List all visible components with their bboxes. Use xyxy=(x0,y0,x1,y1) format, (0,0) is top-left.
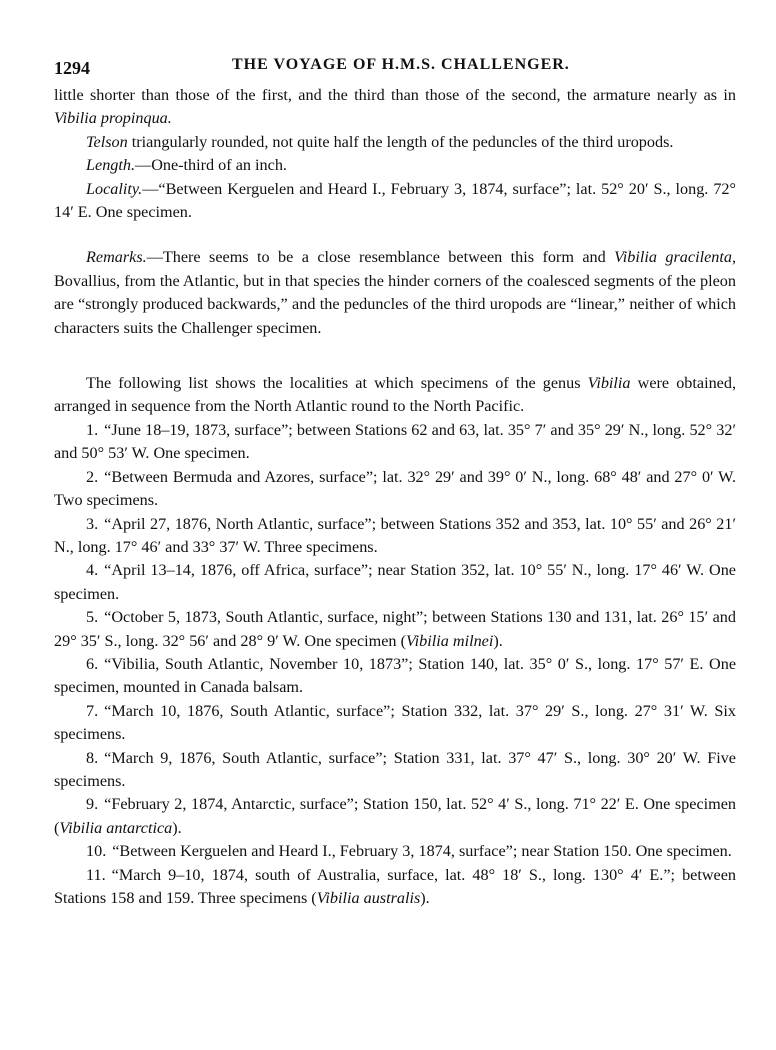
list-item-text: “Between Kerguelen and Heard I., February 3, 1874, surface”; near Station 150. One specimen. xyxy=(112,842,732,861)
list-item xyxy=(54,513,736,560)
list-item-text: “Vibilia, South Atlantic, November 10, 1873”; Station 140, lat. 35° 0′ S., long. 17° 57′ E. One specimen, mounted in Canada balsam. xyxy=(54,654,736,697)
list-item-text: “March 9, 1876, South Atlantic, surface”; Station 331, lat. 37° 47′ S., long. 30° 20′ W. Five specimens. xyxy=(54,748,736,790)
list-intro-text-2: were obtained, arranged in sequence from the North Atlantic round to the North Pacific. xyxy=(54,374,736,416)
list-item-number: 1. xyxy=(86,420,99,439)
telson-label: Telson xyxy=(86,132,128,151)
continuation-species: Vibilia propinqua. xyxy=(54,109,172,128)
list-item-number: 2. xyxy=(86,467,99,486)
description-continuation xyxy=(54,84,736,131)
list-item-species: Vibilia australis xyxy=(316,889,421,907)
page xyxy=(54,50,736,910)
list-item xyxy=(54,747,736,794)
list-item xyxy=(54,653,736,700)
list-item xyxy=(54,559,736,606)
list-item xyxy=(54,466,736,513)
remarks-text-1: —There seems to be a close resemblance between this form and xyxy=(146,248,615,267)
list-item-species: Vibilia milnei xyxy=(405,631,494,650)
list-intro-genus: Vibilia xyxy=(587,374,631,393)
list-item-text: “Between Bermuda and Azores, surface”; lat. 32° 29′ and 39° 0′ N., long. 68° 48′ and 27° 0′ W. Two specimens. xyxy=(54,467,736,510)
locality-paragraph xyxy=(54,178,736,225)
list-item-text: “April 27, 1876, North Atlantic, surface”; between Stations 352 and 353, lat. 10° 55′ and 26° 21′ N., long. 17° 46′ and 33° 37′ W. Three specimens. xyxy=(54,514,736,556)
telson-text: triangularly rounded, not quite half the length of the peduncles of the third uropods. xyxy=(127,132,674,151)
length-paragraph xyxy=(54,154,736,177)
list-item-text: “October 5, 1873, South Atlantic, surface, night”; between Stations 130 and 131, lat. 26° 15′ and 29° 35′ S., long. 32° 56′ and 28° 9′ W. One specimen ( xyxy=(54,608,736,650)
list-item-text: “February 2, 1874, Antarctic, surface”; Station 150, lat. 52° 4′ S., long. 71° 22′ E. One specimen ( xyxy=(54,795,736,837)
list-item-text: “March 9–10, 1874, south of Australia, surface, lat. 48° 18′ S., long. 130° 4′ E.”; between Stations 158 and 159. Three specimens ( xyxy=(54,865,736,907)
remarks-paragraph xyxy=(54,246,736,340)
list-item-number: 9. xyxy=(86,795,99,814)
list-item-number: 10. xyxy=(86,842,107,861)
list-item xyxy=(54,419,736,466)
list-item-number: 5. xyxy=(86,608,99,627)
list-item-species: Vibilia antarctica xyxy=(59,818,173,837)
remarks-label: Remarks. xyxy=(86,248,147,267)
list-item xyxy=(54,864,736,911)
localities-list xyxy=(54,419,736,911)
list-item-tail: ). xyxy=(420,889,430,907)
page-header xyxy=(54,50,736,84)
running-title: THE VOYAGE OF H.M.S. CHALLENGER. xyxy=(232,56,570,73)
list-item-text: “June 18–19, 1873, surface”; between Stations 62 and 63, lat. 35° 7′ and 35° 29′ N., long. 52° 32′ and 50° 53′ W. One specimen. xyxy=(54,420,736,463)
list-item-text: “March 10, 1876, South Atlantic, surface”; Station 332, lat. 37° 29′ S., long. 27° 31′ W. Six specimens. xyxy=(54,701,736,744)
list-item xyxy=(54,793,736,840)
list-item-number: 11. xyxy=(86,865,106,884)
locality-label: Locality. xyxy=(86,179,143,198)
list-intro-text-1: The following list shows the localities at which specimens of the genus xyxy=(86,374,588,393)
list-item-number: 8. xyxy=(86,748,99,767)
list-item-tail: ). xyxy=(172,818,182,837)
list-item-number: 3. xyxy=(86,514,99,533)
length-label: Length. xyxy=(86,156,136,175)
list-item-number: 6. xyxy=(86,654,99,673)
list-item xyxy=(54,700,736,747)
length-text: —One-third of an inch. xyxy=(135,156,287,175)
remarks-text-2: Bovallius, from the Atlantic, but in that species the hinder corners of the coalesced segments of the pleon are “strongly produced backwards,” and the peduncles of the third uropods are “linear,” neither of which characters suits the Challenger specimen. xyxy=(54,271,736,337)
locality-text: —“Between Kerguelen and Heard I., February 3, 1874, surface”; lat. 52° 20′ S., long. 72° 14′ E. One specimen. xyxy=(54,179,736,222)
list-intro-paragraph xyxy=(54,372,736,419)
telson-paragraph xyxy=(54,131,736,154)
list-item-number: 4. xyxy=(86,561,99,580)
page-number: 1294 xyxy=(54,58,90,78)
remarks-species: Vibilia gracilenta, xyxy=(614,248,736,267)
list-item-text: “April 13–14, 1876, off Africa, surface”; near Station 352, lat. 10° 55′ N., long. 17° 46′ W. One specimen. xyxy=(54,561,736,603)
list-item xyxy=(54,840,736,863)
continuation-text: little shorter than those of the first, and the third than those of the second, the armature nearly as in xyxy=(54,86,736,104)
list-item xyxy=(54,606,736,653)
list-item-number: 7. xyxy=(86,701,99,720)
list-item-tail: ). xyxy=(493,631,503,650)
